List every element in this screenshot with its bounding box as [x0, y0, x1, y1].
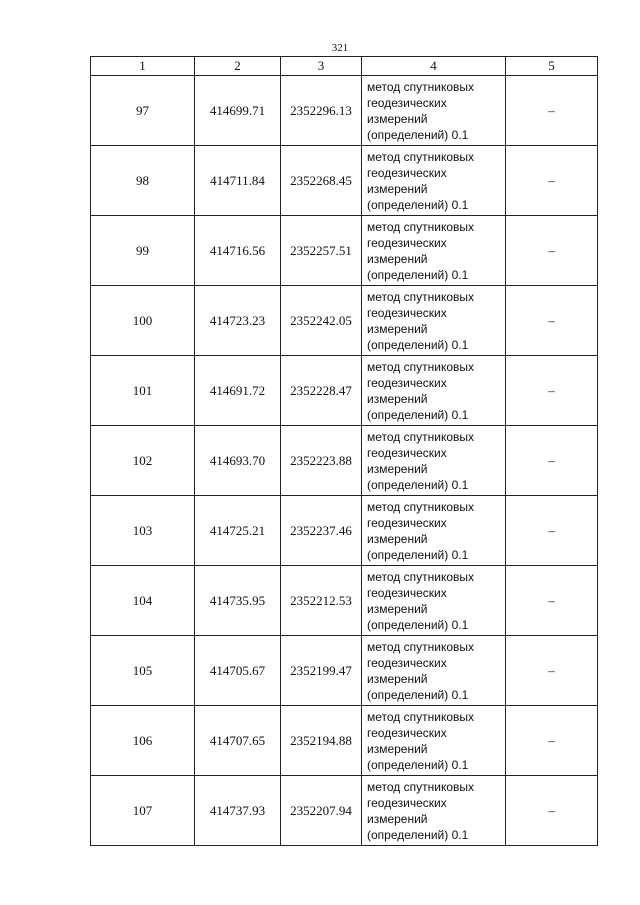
- method-cell: метод спутниковых геодезических измерений (определений) 0.1: [362, 706, 506, 776]
- y-coordinate-cell: 2352212.53: [281, 566, 362, 636]
- y-coordinate-cell: 2352268.45: [281, 146, 362, 216]
- x-coordinate-cell: 414725.21: [195, 496, 281, 566]
- point-number-cell: 102: [91, 426, 195, 496]
- y-coordinate-cell: 2352296.13: [281, 76, 362, 146]
- table-row: [91, 636, 598, 706]
- x-coordinate-cell: 414707.65: [195, 706, 281, 776]
- point-number-cell: 104: [91, 566, 195, 636]
- x-coordinate-cell: 414691.72: [195, 356, 281, 426]
- table-row: [91, 776, 598, 846]
- point-number-cell: 99: [91, 216, 195, 286]
- note-cell: –: [506, 496, 598, 566]
- note-cell: –: [506, 566, 598, 636]
- page-number: 321: [331, 42, 349, 54]
- method-cell: метод спутниковых геодезических измерений (определений) 0.1: [362, 286, 506, 356]
- table-row: [91, 426, 598, 496]
- note-cell: –: [506, 146, 598, 216]
- method-cell: метод спутниковых геодезических измерений (определений) 0.1: [362, 566, 506, 636]
- note-cell: –: [506, 776, 598, 846]
- note-cell: –: [506, 426, 598, 496]
- x-coordinate-cell: 414693.70: [195, 426, 281, 496]
- x-coordinate-cell: 414716.56: [195, 216, 281, 286]
- note-cell: –: [506, 216, 598, 286]
- x-coordinate-cell: 414737.93: [195, 776, 281, 846]
- method-cell: метод спутниковых геодезических измерений (определений) 0.1: [362, 496, 506, 566]
- method-cell: метод спутниковых геодезических измерений (определений) 0.1: [362, 76, 506, 146]
- point-number-cell: 103: [91, 496, 195, 566]
- note-cell: –: [506, 706, 598, 776]
- x-coordinate-cell: 414699.71: [195, 76, 281, 146]
- note-cell: –: [506, 636, 598, 706]
- method-cell: метод спутниковых геодезических измерений (определений) 0.1: [362, 146, 506, 216]
- x-coordinate-cell: 414723.23: [195, 286, 281, 356]
- column-header-4: 4: [362, 57, 506, 76]
- column-header-3: 3: [281, 57, 362, 76]
- y-coordinate-cell: 2352199.47: [281, 636, 362, 706]
- column-header-5: 5: [506, 57, 598, 76]
- note-cell: –: [506, 76, 598, 146]
- column-header-2: 2: [195, 57, 281, 76]
- y-coordinate-cell: 2352223.88: [281, 426, 362, 496]
- note-cell: –: [506, 286, 598, 356]
- point-number-cell: 107: [91, 776, 195, 846]
- table-row: [91, 356, 598, 426]
- y-coordinate-cell: 2352207.94: [281, 776, 362, 846]
- y-coordinate-cell: 2352228.47: [281, 356, 362, 426]
- x-coordinate-cell: 414735.95: [195, 566, 281, 636]
- table-body: [91, 76, 598, 846]
- table-row: [91, 286, 598, 356]
- table-row: [91, 146, 598, 216]
- method-cell: метод спутниковых геодезических измерений (определений) 0.1: [362, 636, 506, 706]
- method-cell: метод спутниковых геодезических измерений (определений) 0.1: [362, 356, 506, 426]
- method-cell: метод спутниковых геодезических измерений (определений) 0.1: [362, 426, 506, 496]
- point-number-cell: 97: [91, 76, 195, 146]
- x-coordinate-cell: 414705.67: [195, 636, 281, 706]
- y-coordinate-cell: 2352237.46: [281, 496, 362, 566]
- y-coordinate-cell: 2352257.51: [281, 216, 362, 286]
- coordinates-table: [90, 56, 598, 846]
- column-header-1: 1: [91, 57, 195, 76]
- point-number-cell: 100: [91, 286, 195, 356]
- point-number-cell: 101: [91, 356, 195, 426]
- point-number-cell: 105: [91, 636, 195, 706]
- table-row: [91, 706, 598, 776]
- method-cell: метод спутниковых геодезических измерений (определений) 0.1: [362, 216, 506, 286]
- table-row: [91, 496, 598, 566]
- y-coordinate-cell: 2352194.88: [281, 706, 362, 776]
- table-row: [91, 76, 598, 146]
- point-number-cell: 106: [91, 706, 195, 776]
- point-number-cell: 98: [91, 146, 195, 216]
- table-row: [91, 216, 598, 286]
- x-coordinate-cell: 414711.84: [195, 146, 281, 216]
- table-header-row: [91, 57, 598, 76]
- note-cell: –: [506, 356, 598, 426]
- y-coordinate-cell: 2352242.05: [281, 286, 362, 356]
- method-cell: метод спутниковых геодезических измерений (определений) 0.1: [362, 776, 506, 846]
- table-row: [91, 566, 598, 636]
